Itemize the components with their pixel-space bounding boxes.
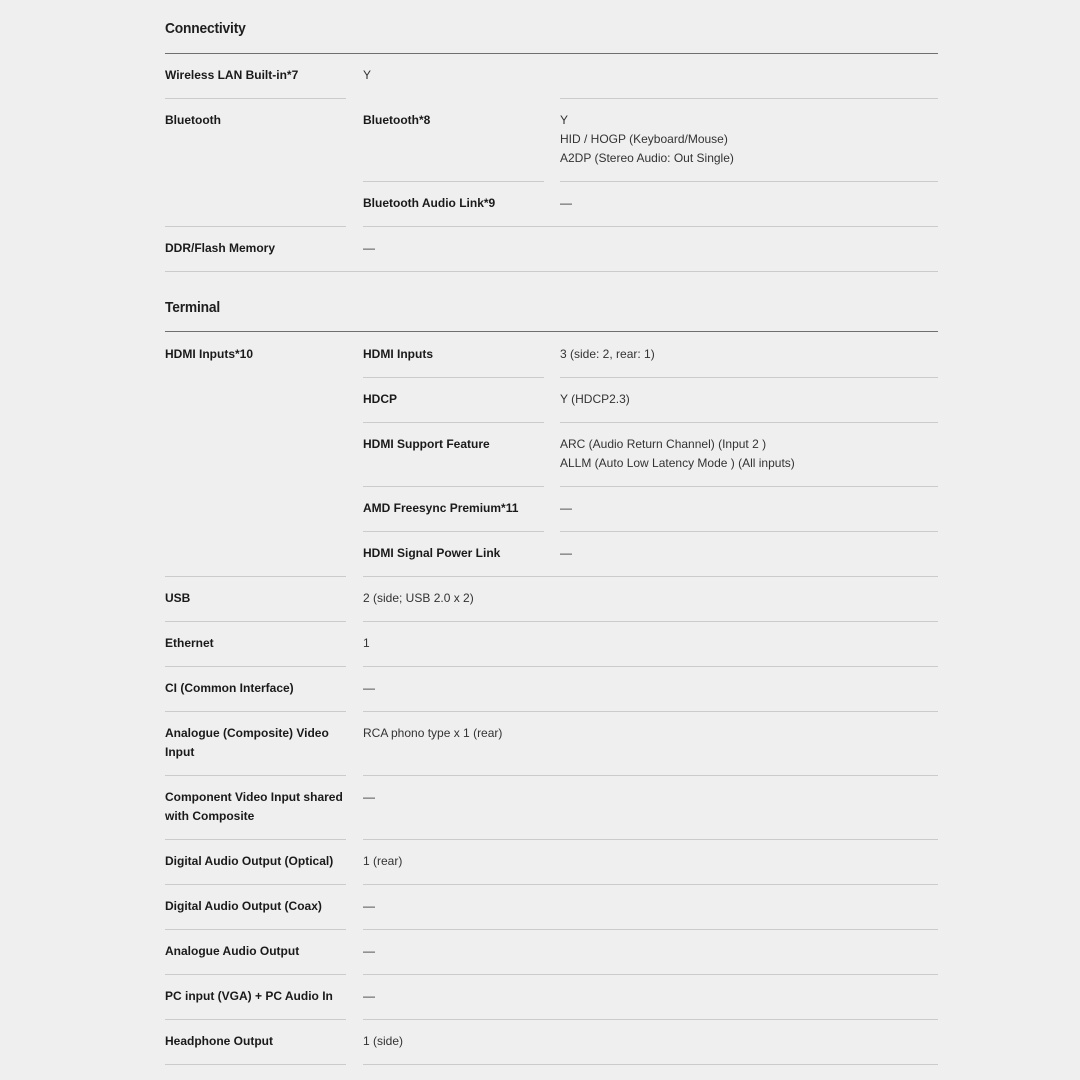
spec-value-line: Y xyxy=(560,113,569,127)
spec-label-ci: CI (Common Interface) xyxy=(165,681,294,695)
spec-label-ddr-flash: DDR/Flash Memory xyxy=(165,241,276,255)
spec-sublabel-hdmi-signal-power: HDMI Signal Power Link xyxy=(363,546,501,560)
row-divider xyxy=(560,98,938,99)
row-divider xyxy=(560,531,938,532)
row-divider xyxy=(363,486,544,487)
spec-value-line: A2DP (Stereo Audio: Out Single) xyxy=(560,151,734,165)
spec-label-wireless-lan: Wireless LAN Built-in*7 xyxy=(165,68,299,82)
spec-label-line: Component Video Input shared xyxy=(165,790,343,804)
section-title-terminal: Terminal xyxy=(165,299,221,316)
spec-value-hdcp: Y (HDCP2.3) xyxy=(560,392,630,406)
spec-value-usb: 2 (side; USB 2.0 x 2) xyxy=(363,591,474,605)
spec-sublabel-hdmi-support: HDMI Support Feature xyxy=(363,437,490,451)
spec-value-optical: 1 (rear) xyxy=(363,854,403,868)
row-divider xyxy=(363,531,544,532)
row-divider xyxy=(165,884,346,885)
spec-label-bluetooth: Bluetooth xyxy=(165,113,221,127)
row-divider xyxy=(560,181,938,182)
row-divider xyxy=(363,775,938,776)
spec-value-analogue-audio: — xyxy=(363,944,375,958)
spec-value-bluetooth-audio-link: — xyxy=(560,196,572,210)
spec-label-headphone: Headphone Output xyxy=(165,1034,273,1048)
spec-value-composite-video: RCA phono type x 1 (rear) xyxy=(363,726,503,740)
row-divider xyxy=(165,974,346,975)
spec-value-component-video: — xyxy=(363,790,375,804)
row-divider xyxy=(165,711,346,712)
row-divider xyxy=(165,1064,346,1065)
section-title-connectivity: Connectivity xyxy=(165,20,246,37)
spec-label-composite-video xyxy=(165,724,329,762)
row-divider xyxy=(165,666,346,667)
spec-value-ci: — xyxy=(363,681,375,695)
spec-sublabel-hdcp: HDCP xyxy=(363,392,398,406)
spec-value-hdmi-signal-power: — xyxy=(560,546,572,560)
spec-value-line: HID / HOGP (Keyboard/Mouse) xyxy=(560,132,728,146)
section-rule xyxy=(165,53,938,54)
spec-label-pc-input: PC input (VGA) + PC Audio In xyxy=(165,989,333,1003)
row-divider xyxy=(560,377,938,378)
spec-label-hdmi-inputs10: HDMI Inputs*10 xyxy=(165,347,254,361)
row-divider xyxy=(165,775,346,776)
row-divider xyxy=(363,974,938,975)
spec-label-line: with Composite xyxy=(165,809,255,823)
spec-label-analogue-audio: Analogue Audio Output xyxy=(165,944,300,958)
row-divider xyxy=(363,181,544,182)
row-divider xyxy=(165,226,346,227)
spec-sublabel-freesync: AMD Freesync Premium*11 xyxy=(363,501,519,515)
section-rule xyxy=(165,331,938,332)
row-divider xyxy=(363,1019,938,1020)
spec-value-coax: — xyxy=(363,899,375,913)
spec-value-line: ALLM (Auto Low Latency Mode ) (All inputs) xyxy=(560,456,795,470)
row-divider xyxy=(165,271,938,272)
spec-value-freesync: — xyxy=(560,501,572,515)
row-divider xyxy=(363,1064,938,1065)
row-divider xyxy=(363,226,938,227)
spec-label-optical: Digital Audio Output (Optical) xyxy=(165,854,334,868)
row-divider xyxy=(165,98,346,99)
spec-label-component-video xyxy=(165,788,343,826)
row-divider xyxy=(165,1019,346,1020)
spec-value-ethernet: 1 xyxy=(363,636,370,650)
row-divider xyxy=(165,621,346,622)
row-divider xyxy=(165,839,346,840)
row-divider xyxy=(363,839,938,840)
spec-value-pc-input: — xyxy=(363,989,375,1003)
spec-label-usb: USB xyxy=(165,591,191,605)
spec-value-wireless-lan: Y xyxy=(363,68,372,82)
row-divider xyxy=(363,422,544,423)
row-divider xyxy=(363,666,938,667)
spec-value-hdmi-support xyxy=(560,435,795,473)
spec-label-line: Analogue (Composite) Video xyxy=(165,726,329,740)
spec-value-headphone: 1 (side) xyxy=(363,1034,404,1048)
spec-sublabel-bluetooth-audio-link: Bluetooth Audio Link*9 xyxy=(363,196,496,210)
row-divider xyxy=(363,621,938,622)
row-divider xyxy=(560,486,938,487)
row-divider xyxy=(560,422,938,423)
spec-label-ethernet: Ethernet xyxy=(165,636,214,650)
spec-sublabel-bluetooth8: Bluetooth*8 xyxy=(363,113,431,127)
spec-label-line: Input xyxy=(165,745,195,759)
spec-value-line: ARC (Audio Return Channel) (Input 2 ) xyxy=(560,437,767,451)
row-divider xyxy=(165,929,346,930)
row-divider xyxy=(165,576,346,577)
row-divider xyxy=(363,377,544,378)
spec-value-hdmi-inputs: 3 (side: 2, rear: 1) xyxy=(560,347,655,361)
spec-sublabel-hdmi-inputs: HDMI Inputs xyxy=(363,347,433,361)
row-divider xyxy=(363,929,938,930)
row-divider xyxy=(363,711,938,712)
row-divider xyxy=(363,884,938,885)
spec-value-bluetooth8 xyxy=(560,111,734,168)
row-divider xyxy=(363,576,938,577)
spec-label-coax: Digital Audio Output (Coax) xyxy=(165,899,322,913)
spec-value-ddr-flash: — xyxy=(363,241,375,255)
